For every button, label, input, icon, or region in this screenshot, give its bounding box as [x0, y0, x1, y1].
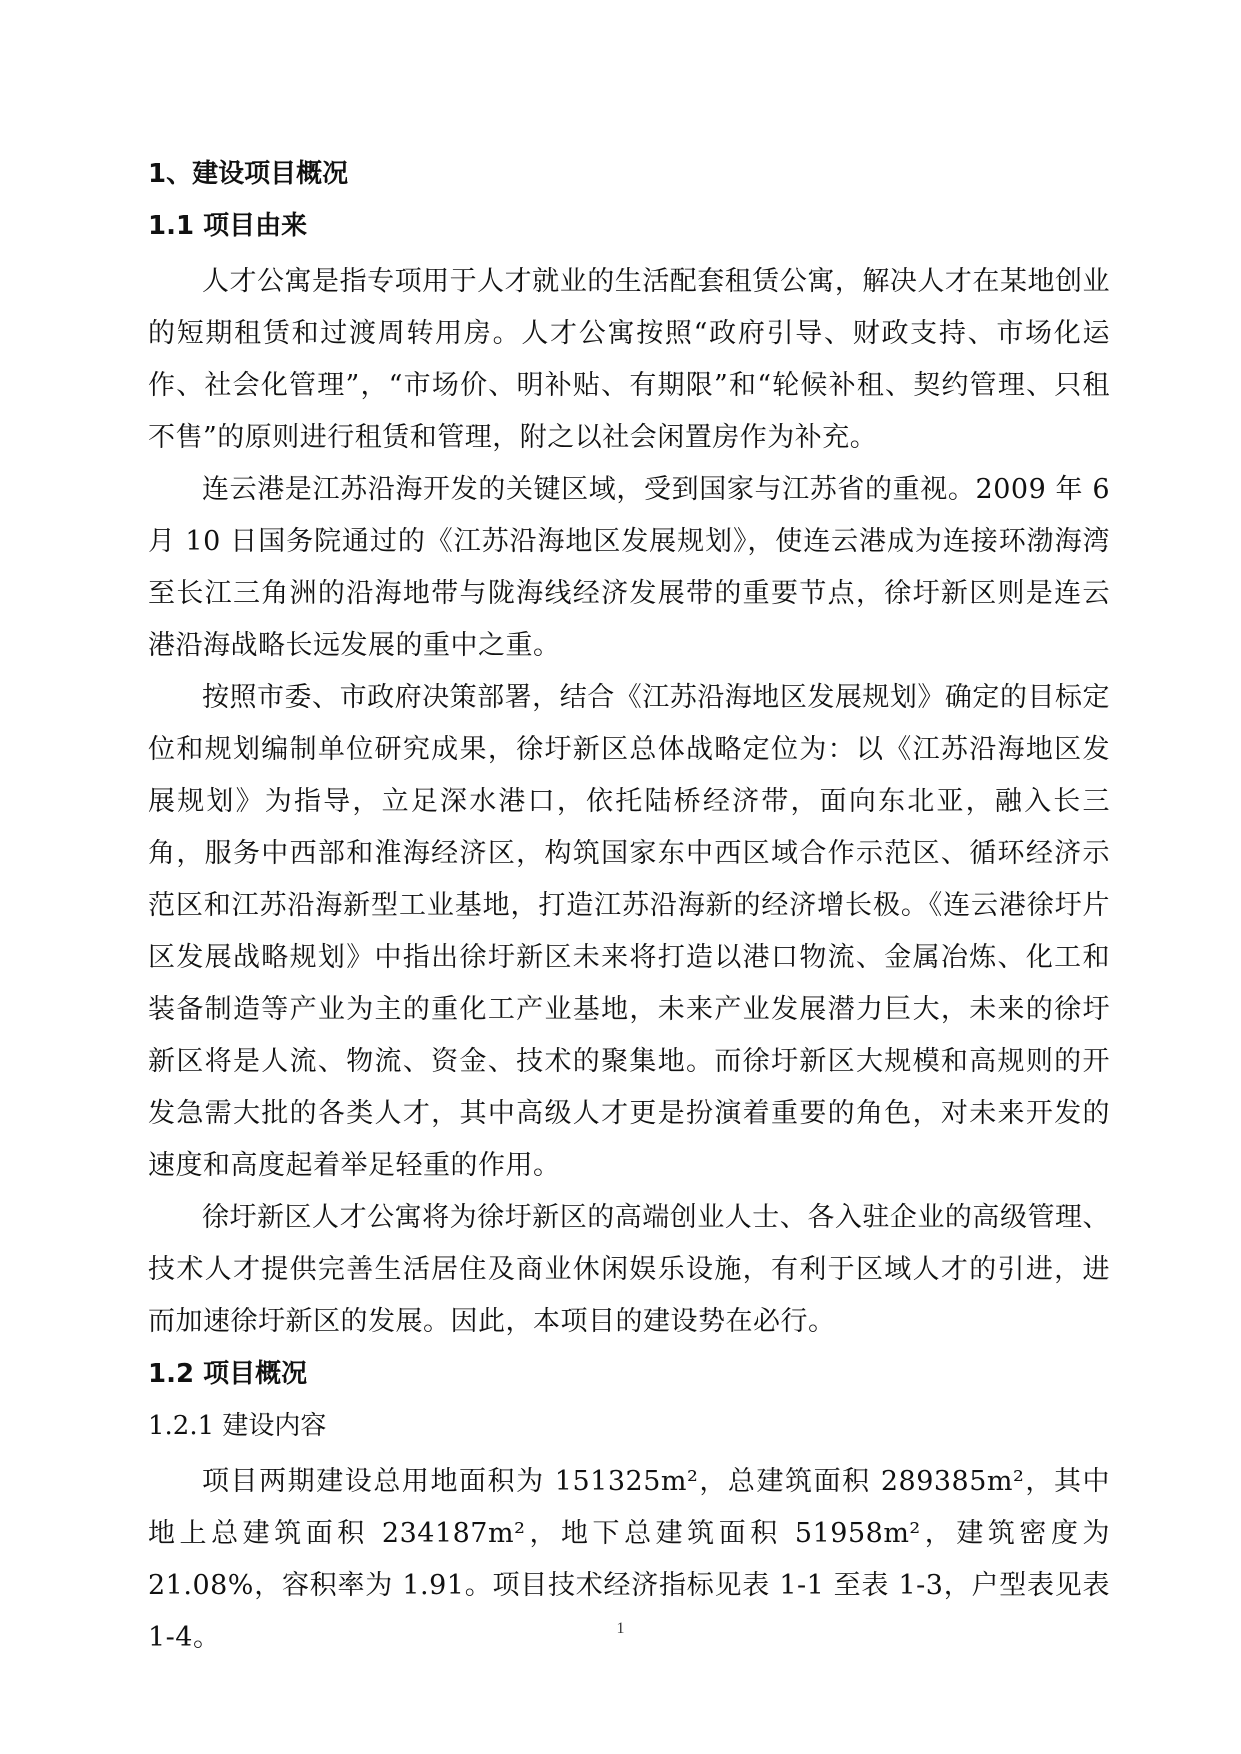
subsection-heading-overview: 1.2 项目概况 — [148, 1359, 308, 1389]
sub-subsection-heading-content: 1.2.1 建设内容 — [148, 1411, 327, 1441]
page-number: 1 — [616, 1620, 625, 1637]
paragraph: 徐圩新区人才公寓将为徐圩新区的高端创业人士、各入驻企业的高级管理、技术人才提供完善生活居住及商业休闲娱乐设施，有利于区域人才的引进，进而加速徐圩新区的发展。因此，本项目的建设势在必行。 — [148, 1202, 1110, 1337]
section-heading: 1、建设项目概况 — [148, 159, 349, 189]
document-body — [148, 152, 1110, 1668]
paragraph: 按照市委、市政府决策部署，结合《江苏沿海地区发展规划》确定的目标定位和规划编制单位研究成果，徐圩新区总体战略定位为：以《江苏沿海地区发展规划》为指导，立足深水港口，依托陆桥经济带，面向东北亚，融入长三角，服务中西部和淮海经济区，构筑国家东中西区域合作示范区、循环经济示范区和江苏沿海新型工业基地，打造江苏沿海新的经济增长极。《连云港徐圩片区发展战略规划》中指出徐圩新区未来将打造以港口物流、金属冶炼、化工和装备制造等产业为主的重化工产业基地，未来产业发展潜力巨大，未来的徐圩新区将是人流、物流、资金、技术的聚集地。而徐圩新区大规模和高规则的开发急需大批的各类人才，其中高级人才更是扮演着重要的角色，对未来开发的速度和高度起着举足轻重的作用。 — [148, 682, 1110, 1181]
paragraph: 人才公寓是指专项用于人才就业的生活配套租赁公寓，解决人才在某地创业的短期租赁和过渡周转用房。人才公寓按照“政府引导、财政支持、市场化运作、社会化管理”，“市场价、明补贴、有期限”和“轮候补租、契约管理、只租不售”的原则进行租赁和管理，附之以社会闲置房作为补充。 — [148, 266, 1110, 453]
paragraph: 项目两期建设总用地面积为 151325m²，总建筑面积 289385m²，其中地上总建筑面积 234187m²，地下总建筑面积 51958m²，建筑密度为 21.08%，容积率为 1.91。项目技术经济指标见表 1-1 至表 1-3，户型表见表 1-4。 — [148, 1466, 1110, 1653]
origin-paragraphs — [148, 256, 1110, 1348]
subsection-heading-origin: 1.1 项目由来 — [148, 211, 308, 241]
paragraph: 连云港是江苏沿海开发的关键区域，受到国家与江苏省的重视。2009 年 6 月 10 日国务院通过的《江苏沿海地区发展规划》，使连云港成为连接环渤海湾至长江三角洲的沿海地带与陇海线经济发展带的重要节点，徐圩新区则是连云港沿海战略长远发展的重中之重。 — [148, 474, 1110, 661]
